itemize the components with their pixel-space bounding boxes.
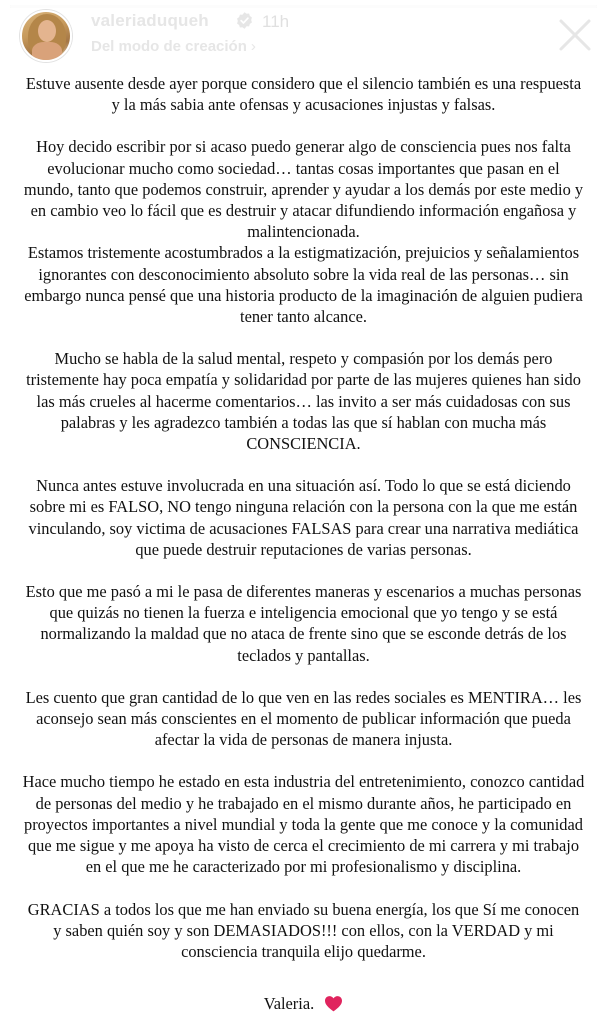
signature: [0, 994, 607, 1014]
paragraph: Hace mucho tiempo he estado en esta industria del entretenimiento, conozco cantidad de personas del medio y he trabajado en el mismo durante años, he participado en proyectos importantes a nivel mundial y toda la gente que me conoce y la comunidad que me sigue y me apoya ha visto de cerca el crecimiento de mi carrera y mi trabajo en el que me he caracterizado por mi profesionalismo y disciplina.: [22, 772, 585, 877]
close-icon: [561, 21, 589, 49]
creation-mode-link[interactable]: [91, 38, 256, 55]
verified-badge-icon: [235, 11, 254, 30]
story-header: [0, 0, 607, 68]
paragraph: Nunca antes estuve involucrada en una situación así. Todo lo que se está diciendo sobre mi es FALSO, NO tengo ninguna relación con la persona con la que me están vinculando, soy victima de acusaciones FALSAS para crear una narrativa mediática que puede destruir reputaciones de varias personas.: [28, 476, 579, 559]
creation-mode-label: Del modo de creación: [91, 38, 247, 55]
paragraph: Estuve ausente desde ayer porque considero que el silencio también es una respuesta y la más sabia ante ofensas y acusaciones injustas y falsas.: [25, 74, 582, 115]
avatar[interactable]: [20, 10, 72, 62]
paragraph: Esto que me pasó a mi le pasa de diferentes maneras y escenarios a muchas personas que quizás no tienen la fuerza e inteligencia emocional que yo tengo y se está normalizando la maldad que no ataca de frente sino que se esconde detrás de los teclados y pantallas.: [25, 582, 582, 665]
username[interactable]: valeriaduqueh: [91, 11, 209, 30]
paragraph: Mucho se habla de la salud mental, respeto y compasión por los demás pero tristemente hay poca empatía y solidaridad por parte de las mujeres quienes han sido las más crueles al hacerme comentarios… las invito a ser más cuidadosas con sus palabras y les agradezco también a todas las que sí hablan con mucha más CONSCIENCIA.: [26, 349, 581, 454]
close-button[interactable]: [556, 16, 594, 54]
paragraph: GRACIAS a todos los que me han enviado su buena energía, los que Sí me conocen y saben quién soy y son DEMASIADOS!!! con ellos, con la VERDAD y mi consciencia tranquila elijo quedarme.: [27, 899, 580, 961]
paragraph: Hoy decido escribir por si acaso puedo generar algo de consciencia pues nos falta evolucionar mucho como sociedad… tantas cosas importantes que pasan en el mundo, tanto que podemos construir, aprender y ayudar a los demás por este medio y en cambio veo lo fácil que es destruir y atacar difundiendo información engañosa y malintencionada.: [23, 137, 584, 242]
paragraph: Les cuento que gran cantidad de lo que ven en las redes sociales es MENTIRA… les aconsejo sean más conscientes en el momento de publicar información que pueda afectar la vida de personas de manera injusta.: [25, 687, 582, 750]
red-heart-icon: [324, 995, 343, 1012]
story-text: [22, 73, 585, 962]
story-time: 11h: [262, 12, 290, 31]
chevron-right-icon: ›: [250, 38, 256, 55]
paragraph: Estamos tristemente acostumbrados a la estigmatización, prejuicios y señalamientos ignorantes con desconocimiento absoluto sobre la vida real de las personas… sin embargo nunca pensé que una historia producto de la imaginación de alguien pudiera tener tanto alcance.: [24, 243, 583, 327]
signature-text: Valeria.: [263, 994, 315, 1013]
